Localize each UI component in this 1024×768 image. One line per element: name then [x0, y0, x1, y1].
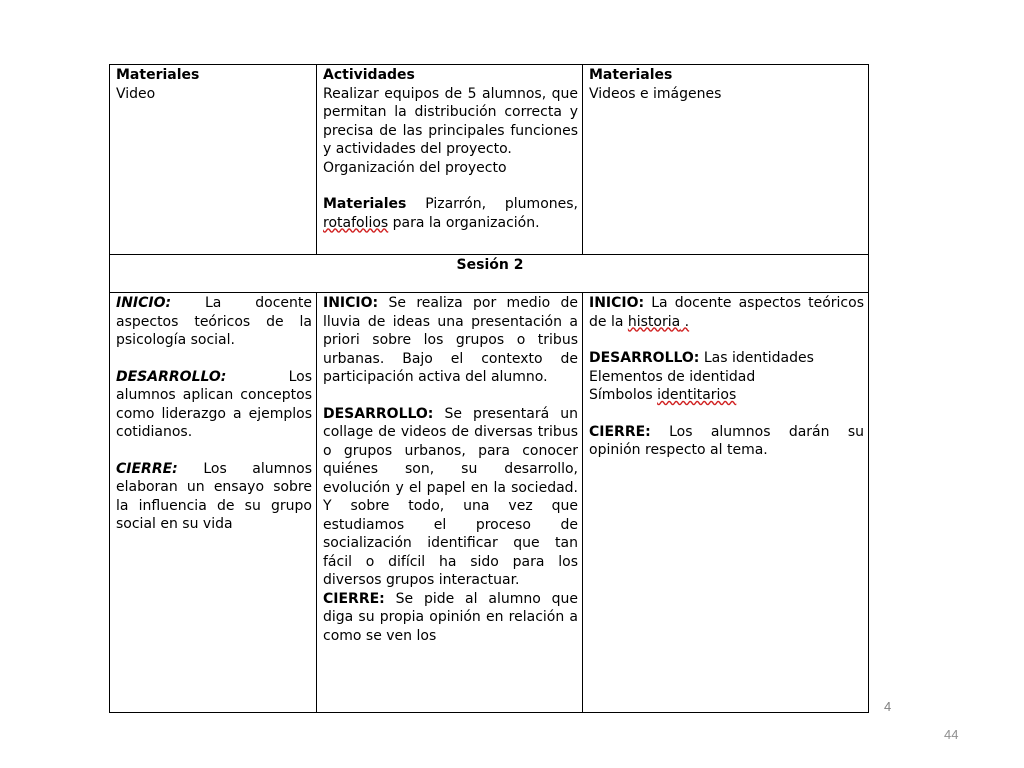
- desarrollo-text: Los alumnos aplican conceptos como liderazgo a ejemplos cotidianos.: [116, 368, 312, 440]
- desarrollo-text: Se presentará un collage de videos de diversas tribus o grupos urbanos, para conocer quiénes son, su desarrollo, evolución y el papel en la sociedad. Y sobre todo, una vez que estudiamos el proceso de socialización identificar que tan fácil o difícil ha sido para los diversos grupos interactuar.: [323, 405, 578, 588]
- cell-text: Realizar equipos de 5 alumnos, que permitan la distribución correcta y precisa de las principales funciones y actividades del proyecto.: [323, 85, 578, 157]
- cierre-text: Los alumnos darán su opinión respecto al tema.: [589, 423, 864, 458]
- activities-cell: [317, 65, 583, 255]
- cierre-label: CIERRE:: [323, 590, 385, 607]
- desarrollo-label: DESARROLLO:: [589, 350, 700, 366]
- materials-label: Materiales: [323, 196, 407, 212]
- cierre-text: Los alumnos elaboran un ensayo sobre la influencia de su grupo social en su vida: [116, 460, 312, 532]
- materials-tail: para la organización.: [388, 214, 540, 231]
- inicio-label: INICIO:: [116, 295, 172, 311]
- inicio-text: La docente aspectos teóricos de la: [589, 295, 864, 330]
- inicio-text: La docente aspectos teóricos de la psicología social.: [116, 295, 312, 348]
- cell-text: Organización del proyecto: [323, 159, 507, 176]
- cell-heading: Actividades: [323, 67, 415, 83]
- materials-cell: [110, 65, 317, 255]
- inicio-label: INICIO:: [589, 295, 645, 311]
- inicio-text: Se realiza por medio de lluvia de ideas una presentación a priori sobre los grupos o tribus urbanas. Bajo el contexto de participación activa del alumno.: [323, 295, 578, 385]
- symbols-line: [589, 386, 864, 405]
- cierre-label: CIERRE:: [589, 423, 651, 440]
- session-title: Sesión 2: [110, 255, 869, 293]
- session-cell: [317, 293, 583, 713]
- symbols-text: Símbolos: [589, 387, 658, 403]
- table-row: [110, 293, 869, 713]
- page-number: 4: [884, 699, 892, 714]
- spellcheck-word: rotafolios: [323, 214, 389, 231]
- session-cell: [110, 293, 317, 713]
- desarrollo-text: Las identidades: [699, 350, 814, 366]
- materials-cell: [583, 65, 869, 255]
- slide-number: 44: [944, 727, 959, 742]
- inicio-tail: .: [680, 313, 690, 330]
- desarrollo-label: DESARROLLO:: [116, 368, 227, 385]
- identity-line: Elementos de identidad: [589, 368, 756, 385]
- desarrollo-label: DESARROLLO:: [323, 405, 434, 422]
- session-cell: [583, 293, 869, 713]
- cell-heading: Materiales: [116, 67, 200, 83]
- spellcheck-word: historia: [627, 313, 681, 330]
- materials-text: Pizarrón, plumones,: [406, 196, 578, 212]
- table-row: [110, 65, 869, 255]
- cierre-text: Se pide al alumno que diga su propia opinión en relación a como se ven los: [323, 590, 578, 644]
- spellcheck-word: identitarios: [657, 387, 737, 403]
- lesson-plan-table: [109, 64, 869, 713]
- cierre-label: CIERRE:: [116, 460, 178, 477]
- cell-text: Video: [116, 85, 156, 102]
- session-row: [110, 255, 869, 293]
- inicio-label: INICIO:: [323, 295, 379, 311]
- cell-text: Videos e imágenes: [589, 85, 722, 102]
- cell-heading: Materiales: [589, 67, 673, 83]
- materials-line: [323, 195, 578, 232]
